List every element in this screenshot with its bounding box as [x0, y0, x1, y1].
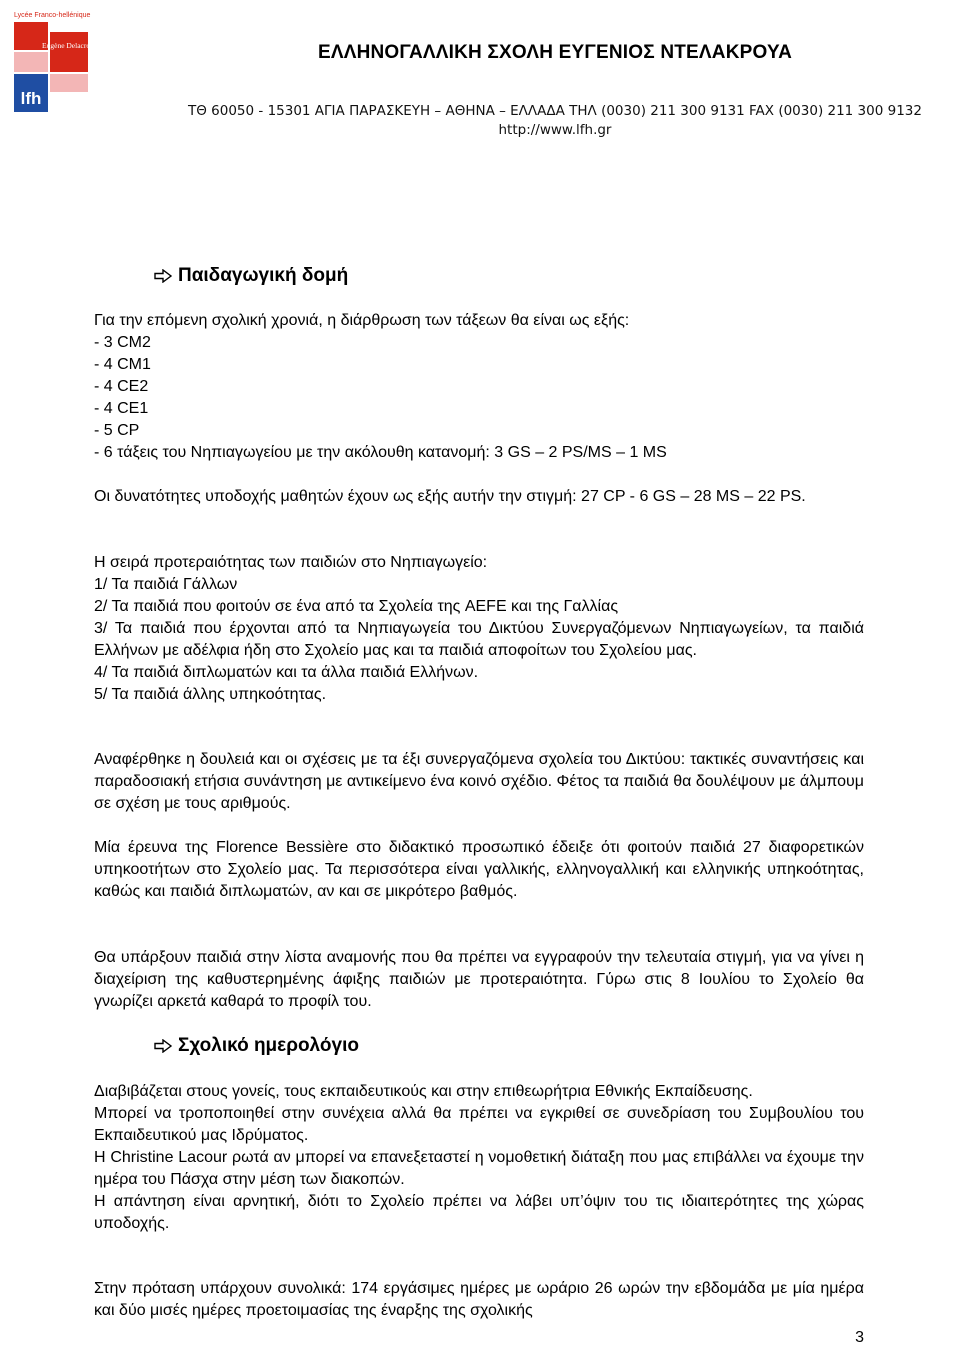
- waitlist-paragraph: Θα υπάρξουν παιδιά στην λίστα αναμονής που θα πρέπει να εγγραφούν την τελευταία στιγμή, για να γίνει η διαχείριση της καθυστερημένης άφιξης παιδιών με προτεραιότητα. Γύρω στις 8 Ιουλίου το Σχολείο θα γνωρίζει αρκετά καθαρά το προφίλ του.: [94, 949, 864, 1010]
- calendar-line: Η απάντηση είναι αρνητική, διότι το Σχολείο πρέπει να λάβει υπ’όψιν του τις ιδιαιτερότητες της χώρας υποδοχής.: [94, 1193, 864, 1232]
- svg-text:Eugène Delacroix: Eugène Delacroix: [42, 41, 96, 50]
- class-item: - 4 CM1: [94, 356, 151, 373]
- section-heading-calendar: [154, 1035, 359, 1057]
- section-heading-pedagogy: [154, 265, 348, 287]
- network-paragraph: Αναφέρθηκε η δουλειά και οι σχέσεις με τα έξι συνεργαζόμενα σχολεία του Δικτύου: τακτικές συναντήσεις και παραδοσιακή ετήσια συνάντηση με αντικείμενο ένα κοινό σχέδιο. Φέτος τα παιδιά θα δουλέψουν με άλμπουμ σε σχέση με τους αριθμούς.: [94, 751, 864, 812]
- priority-item: 3/ Τα παιδιά που έρχονται από τα Νηπιαγωγεία του Δικτύου Συνεργαζόμενων Νηπιαγωγείων, τα παιδιά Ελλήνων με αδέλφια ήδη στο Σχολείο μας και τα παιδιά αποφοίτων του Σχολείου μας.: [94, 620, 864, 659]
- class-item: - 6 τάξεις του Νηπιαγωγείου με την ακόλουθη κατανομή: 3 GS – 2 PS/MS – 1 MS: [94, 444, 667, 461]
- priority-item: 2/ Τα παιδιά που φοιτούν σε ένα από τα Σχολεία της AEFE και της Γαλλίας: [94, 598, 619, 615]
- calendar-line: Διαβιβάζεται στους γονείς, τους εκπαιδευτικούς και στην επιθεωρήτρια Εθνικής Εκπαίδευσης.: [94, 1083, 753, 1100]
- calendar-block: [94, 1081, 864, 1235]
- capacity-paragraph: Οι δυνατότητες υποδοχής μαθητών έχουν ως εξής αυτήν την στιγμή: 27 CP - 6 GS – 28 MS – 22 PS.: [94, 488, 806, 505]
- survey-paragraph: Μία έρευνα της Florence Bessière στο διδακτικό προσωπικό έδειξε ότι φοιτούν παιδιά 27 διαφορετικών υπηκοοτήτων στο Σχολείο μας. Τα περισσότερα είναι γαλλικής, ελληνογαλλική και ελληνικής υπηκοότητας, καθώς και παιδιά διπλωματών, αν και σε μικρότερο βαθμός.: [94, 839, 864, 900]
- class-item: - 3 CM2: [94, 334, 151, 351]
- school-logo: [10, 8, 140, 114]
- section-title: Παιδαγωγική δομή: [178, 265, 349, 286]
- class-item: - 5 CP: [94, 422, 140, 439]
- page-number: 3: [855, 1329, 864, 1346]
- section-title: Σχολικό ημερολόγιο: [178, 1035, 359, 1056]
- priority-item: 1/ Τα παιδιά Γάλλων: [94, 576, 238, 593]
- classes-block: [94, 310, 864, 464]
- intro-text: Για την επόμενη σχολική χρονιά, η διάρθρωση των τάξεων θα είναι ως εξής:: [94, 312, 630, 329]
- priority-item: 5/ Τα παιδιά άλλης υπηκοότητας.: [94, 686, 327, 703]
- website-link[interactable]: http://www.lfh.gr: [498, 122, 612, 138]
- calendar-line: Η Christine Lacour ρωτά αν μπορεί να επανεξεταστεί η νομοθετική διάταξη που μας επιβάλλει να έχουμε την ημέρα του Πάσχα στην μέση των διακοπών.: [94, 1149, 864, 1188]
- svg-text:Lycée Franco-hellénique: Lycée Franco-hellénique: [14, 12, 91, 19]
- svg-text:lfh: lfh: [20, 89, 42, 108]
- school-name: ΕΛΛΗΝΟΓΑΛΛΙΚΗ ΣΧΟΛΗ ΕΥΓΕΝΙΟΣ ΝΤΕΛΑΚΡΟΥΑ: [317, 42, 793, 63]
- arrow-right-outline-icon: [154, 269, 172, 283]
- arrow-right-outline-icon: [154, 1039, 172, 1053]
- address-line: ΤΘ 60050 - 15301 ΑΓΙΑ ΠΑΡΑΣΚΕΥΗ – ΑΘΗΝΑ – ΕΛΛΑΔΑ ΤΗΛ (0030) 211 300 9131 FAX (0030) 211 300 9132: [188, 103, 922, 119]
- priority-block: [94, 552, 864, 706]
- calendar-line: Μπορεί να τροποποιηθεί στην συνέχεια αλλά θα πρέπει να εγκριθεί σε συνεδρίαση του Συμβουλίου του Εκπαιδευτικού μας Ιδρύματος.: [94, 1105, 864, 1144]
- class-item: - 4 CE2: [94, 378, 149, 395]
- proposal-paragraph: Στην πρόταση υπάρχουν συνολικά: 174 εργάσιμες ημέρες με ωράριο 26 ωρών την εβδομάδα με μία ημέρα και δύο μισές ημέρες προετοιμασίας της έναρξης της σχολικής: [94, 1280, 864, 1319]
- priority-item: 4/ Τα παιδιά διπλωματών και τα άλλα παιδιά Ελλήνων.: [94, 664, 479, 681]
- class-item: - 4 CE1: [94, 400, 149, 417]
- priority-title: Η σειρά προτεραιότητας των παιδιών στο Νηπιαγωγείο:: [94, 554, 488, 571]
- address-block: [150, 102, 960, 140]
